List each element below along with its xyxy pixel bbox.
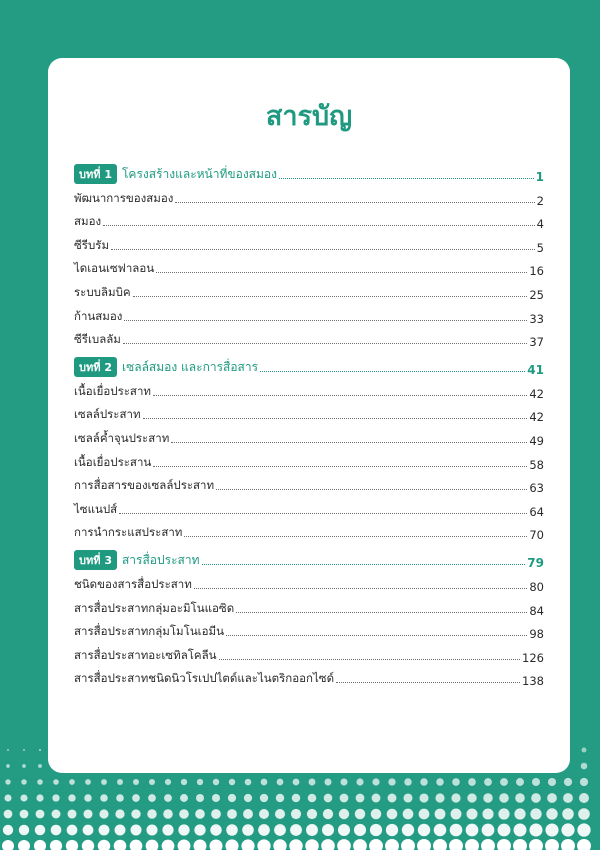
decorative-dot xyxy=(324,794,333,803)
decorative-dot xyxy=(194,840,207,850)
chapter-heading-row[interactable] xyxy=(74,544,544,570)
decorative-dot xyxy=(419,793,428,802)
decorative-dot xyxy=(289,839,302,850)
toc-entry-page: 33 xyxy=(529,311,544,326)
decorative-dot xyxy=(4,810,13,819)
toc-entry-label: ชนิดของสารสื่อประสาท xyxy=(74,576,192,591)
decorative-dot xyxy=(435,793,444,802)
decorative-dot xyxy=(579,793,589,803)
toc-entry[interactable] xyxy=(74,519,544,543)
toc-entry-label: ไดเอนเซฟาลอน xyxy=(74,261,155,276)
decorative-dot xyxy=(353,839,367,850)
decorative-dot xyxy=(546,808,557,819)
decorative-dot xyxy=(98,840,111,850)
toc-entry-label: พัฒนาการของสมอง xyxy=(74,190,174,205)
decorative-dot xyxy=(290,824,302,836)
chapter-title: เซลล์สมอง และการสื่อสาร xyxy=(121,359,259,374)
dot-leader xyxy=(123,343,527,344)
decorative-dot xyxy=(82,840,94,850)
decorative-dot xyxy=(417,839,431,850)
decorative-dot xyxy=(369,839,383,850)
decorative-dot xyxy=(261,779,268,786)
toc-entry-page: 126 xyxy=(522,650,544,665)
decorative-dot xyxy=(402,824,414,836)
decorative-dot xyxy=(51,825,62,836)
decorative-dot xyxy=(52,810,61,819)
decorative-dot xyxy=(548,778,556,786)
chapter-badge: บทที่ 3 xyxy=(74,550,117,570)
toc-entry-page: 138 xyxy=(522,674,544,689)
decorative-dot xyxy=(18,840,30,850)
dot-leader xyxy=(219,659,521,660)
toc-entry[interactable] xyxy=(74,255,544,279)
decorative-dot xyxy=(68,794,75,801)
decorative-dot xyxy=(36,794,43,801)
chapter-page-number: 1 xyxy=(535,170,544,184)
decorative-dot xyxy=(325,779,332,786)
decorative-dot xyxy=(436,778,444,786)
decorative-dot xyxy=(435,809,446,820)
dot-leader xyxy=(171,442,527,443)
decorative-dot xyxy=(338,824,350,836)
decorative-dot xyxy=(339,809,349,819)
toc-entry[interactable] xyxy=(74,570,544,594)
toc-entry-label: การสื่อสารของเซลล์ประสาท xyxy=(74,478,215,493)
decorative-dot xyxy=(401,839,415,850)
decorative-dot xyxy=(99,825,110,836)
decorative-dot xyxy=(23,749,25,751)
chapter-heading xyxy=(74,550,200,570)
decorative-dot xyxy=(370,824,382,836)
decorative-dot xyxy=(372,778,379,785)
decorative-dot xyxy=(340,778,347,785)
dot-leader xyxy=(124,320,527,321)
toc-entry[interactable] xyxy=(74,401,544,425)
decorative-dot xyxy=(356,778,363,785)
dot-leader xyxy=(336,682,520,683)
decorative-dot xyxy=(452,778,460,786)
decorative-dot xyxy=(66,840,78,850)
dot-leader xyxy=(216,489,527,490)
toc-entry-label: สารสื่อประสาทอะเซทิลโคลีน xyxy=(74,647,217,662)
dot-leader xyxy=(226,635,527,636)
decorative-dot xyxy=(146,840,159,850)
toc-entry-label: การนำกระแสประสาท xyxy=(74,525,183,540)
toc-entry-page: 49 xyxy=(529,433,544,448)
decorative-dot xyxy=(293,779,300,786)
decorative-dot xyxy=(563,793,573,803)
decorative-dot xyxy=(34,840,46,850)
chapter-heading-row[interactable] xyxy=(74,158,544,184)
decorative-dot xyxy=(337,839,351,850)
decorative-dot xyxy=(53,779,59,785)
decorative-dot xyxy=(434,824,447,837)
toc-entry-page: 42 xyxy=(529,410,544,425)
decorative-dot xyxy=(228,794,236,802)
decorative-dot xyxy=(243,809,253,819)
decorative-dot xyxy=(308,794,317,803)
decorative-dot xyxy=(580,778,588,786)
dot-leader xyxy=(260,371,525,372)
dot-leader xyxy=(111,249,535,250)
dot-leader xyxy=(202,564,526,565)
decorative-dot xyxy=(84,794,91,801)
decorative-dot xyxy=(50,840,62,850)
decorative-dot xyxy=(117,779,123,785)
chapter-title: สารสื่อประสาท xyxy=(121,552,200,567)
decorative-dot xyxy=(149,779,155,785)
decorative-dot xyxy=(277,779,284,786)
decorative-dot xyxy=(578,808,590,820)
toc-entry[interactable] xyxy=(74,278,544,302)
decorative-dot xyxy=(323,809,333,819)
decorative-dot xyxy=(83,825,94,836)
decorative-dot xyxy=(450,824,463,837)
decorative-dot xyxy=(467,793,476,802)
decorative-dot xyxy=(468,778,476,786)
decorative-dot xyxy=(147,809,156,818)
dot-leader xyxy=(153,395,527,396)
decorative-dot xyxy=(404,778,411,785)
decorative-dot xyxy=(213,779,219,785)
decorative-dot xyxy=(307,809,317,819)
decorative-dot xyxy=(532,778,540,786)
decorative-dot xyxy=(483,793,492,802)
decorative-dot xyxy=(403,793,412,802)
toc-entry-label: เนื้อเยื่อประสาน xyxy=(74,454,152,469)
decorative-dot xyxy=(322,824,334,836)
toc-entry-label: เซลล์ประสาท xyxy=(74,407,141,422)
decorative-dot xyxy=(465,839,479,850)
decorative-dot xyxy=(466,808,477,819)
decorative-dot xyxy=(273,839,286,850)
decorative-dot xyxy=(52,794,59,801)
toc-entry-page: 5 xyxy=(536,240,544,255)
table-of-contents xyxy=(74,158,544,690)
decorative-dot xyxy=(515,793,525,803)
toc-entry-page: 2 xyxy=(536,193,544,208)
toc-entry[interactable] xyxy=(74,448,544,472)
decorative-dot xyxy=(115,825,126,836)
decorative-dot xyxy=(100,794,108,802)
decorative-dot xyxy=(212,794,220,802)
decorative-dot xyxy=(482,808,493,819)
decorative-dot xyxy=(180,794,188,802)
decorative-dot xyxy=(130,840,143,850)
decorative-dot xyxy=(274,824,286,836)
toc-card xyxy=(48,58,570,773)
decorative-dot xyxy=(433,839,447,850)
decorative-dot xyxy=(162,824,173,835)
decorative-dot xyxy=(451,809,462,820)
toc-entry[interactable] xyxy=(74,594,544,618)
decorative-dot xyxy=(513,839,527,850)
decorative-dot xyxy=(226,824,238,836)
decorative-dot xyxy=(582,748,587,753)
decorative-dot xyxy=(245,779,252,786)
decorative-dot xyxy=(292,794,300,802)
decorative-dot xyxy=(514,824,527,837)
decorative-dot xyxy=(577,839,591,850)
toc-entry[interactable] xyxy=(74,495,544,519)
decorative-dot xyxy=(529,839,543,850)
decorative-dot xyxy=(449,839,463,850)
chapter-badge: บทที่ 1 xyxy=(74,164,117,184)
decorative-dot xyxy=(577,823,590,836)
decorative-dot xyxy=(242,824,254,836)
dot-leader xyxy=(143,418,528,419)
decorative-dot xyxy=(419,809,430,820)
decorative-dot xyxy=(388,794,397,803)
decorative-dot xyxy=(275,809,285,819)
decorative-dot xyxy=(5,779,10,784)
decorative-dot xyxy=(165,779,171,785)
decorative-dot xyxy=(481,839,495,850)
decorative-dot xyxy=(85,779,91,785)
decorative-dot xyxy=(69,779,75,785)
toc-entry[interactable] xyxy=(74,618,544,642)
decorative-dot xyxy=(131,809,140,818)
decorative-dot xyxy=(388,778,395,785)
toc-entry[interactable] xyxy=(74,665,544,689)
toc-entry-label: ซีรีบรัม xyxy=(74,237,110,252)
decorative-dot xyxy=(114,840,127,850)
decorative-dot xyxy=(403,809,414,820)
toc-entry-label: สารสื่อประสาทกลุ่มโมโนเอมีน xyxy=(74,624,224,639)
toc-entry[interactable] xyxy=(74,641,544,665)
decorative-dot xyxy=(545,823,558,836)
chapter-heading-row[interactable] xyxy=(74,351,544,377)
decorative-dot xyxy=(451,793,460,802)
decorative-dot xyxy=(498,808,509,819)
decorative-dot xyxy=(146,824,157,835)
toc-entry-page: 63 xyxy=(529,481,544,496)
decorative-dot xyxy=(132,794,140,802)
decorative-dot xyxy=(194,824,205,835)
decorative-dot xyxy=(340,794,349,803)
decorative-dot xyxy=(178,824,189,835)
page-title: สารบัญ xyxy=(265,101,353,132)
decorative-dot xyxy=(321,839,335,850)
dot-leader xyxy=(156,272,527,273)
toc-entry-page: 16 xyxy=(529,264,544,279)
decorative-dot xyxy=(386,824,398,836)
decorative-dot xyxy=(229,779,236,786)
decorative-dot xyxy=(305,839,319,850)
toc-entry-label: เซลล์ค้ำจุนประสาท xyxy=(74,430,170,445)
decorative-dot xyxy=(484,778,492,786)
decorative-dot xyxy=(195,809,205,819)
toc-entry-label: สารสื่อประสาทกลุ่มอะมิโนแอซิด xyxy=(74,600,235,615)
toc-entry-page: 70 xyxy=(529,528,544,543)
decorative-dot xyxy=(547,793,557,803)
toc-entry-label: ไซแนปส์ xyxy=(74,501,118,516)
dot-leader xyxy=(133,296,528,297)
decorative-dot xyxy=(37,779,43,785)
toc-entry-page: 37 xyxy=(529,335,544,350)
decorative-dot xyxy=(354,824,366,836)
dot-leader xyxy=(119,513,527,514)
decorative-dot xyxy=(241,839,254,850)
decorative-dot xyxy=(356,794,365,803)
decorative-dot xyxy=(227,809,237,819)
decorative-dot xyxy=(276,794,284,802)
toc-entry[interactable] xyxy=(74,377,544,401)
decorative-dot xyxy=(6,764,10,768)
dot-leader xyxy=(194,588,528,589)
dot-leader xyxy=(153,466,527,467)
toc-entry-label: ก้านสมอง xyxy=(74,308,123,323)
decorative-dot xyxy=(225,839,238,850)
decorative-dot xyxy=(498,824,511,837)
decorative-dot xyxy=(466,824,479,837)
decorative-dot xyxy=(260,794,268,802)
decorative-dot xyxy=(197,779,203,785)
decorative-dot xyxy=(20,794,27,801)
decorative-dot xyxy=(545,839,559,850)
decorative-dot xyxy=(257,839,270,850)
decorative-dot xyxy=(148,794,156,802)
chapter-section xyxy=(74,351,544,542)
toc-entry[interactable] xyxy=(74,231,544,255)
toc-entry[interactable] xyxy=(74,326,544,350)
decorative-dot xyxy=(561,839,575,850)
toc-entry[interactable] xyxy=(74,302,544,326)
decorative-dot xyxy=(19,825,29,835)
decorative-dot xyxy=(420,778,427,785)
decorative-dot xyxy=(101,779,107,785)
decorative-dot xyxy=(355,809,365,819)
decorative-dot xyxy=(482,824,495,837)
toc-entry-label: เนื้อเยื่อประสาท xyxy=(74,383,151,398)
decorative-dot xyxy=(561,823,574,836)
decorative-dot xyxy=(83,809,92,818)
decorative-dot xyxy=(4,794,11,801)
decorative-dot xyxy=(514,808,525,819)
decorative-dot xyxy=(210,824,221,835)
dot-leader xyxy=(184,536,527,537)
decorative-dot xyxy=(130,824,141,835)
decorative-dot xyxy=(164,794,172,802)
toc-entry-page: 80 xyxy=(529,579,544,594)
decorative-dot xyxy=(21,779,26,784)
decorative-dot xyxy=(163,809,173,819)
dot-leader xyxy=(279,178,534,179)
toc-entry[interactable] xyxy=(74,208,544,232)
decorative-dot xyxy=(116,794,124,802)
decorative-dot xyxy=(418,824,430,836)
chapter-title: โครงสร้างและหน้าที่ของสมอง xyxy=(121,166,277,181)
decorative-dot xyxy=(179,809,189,819)
decorative-dot xyxy=(291,809,301,819)
chapter-section xyxy=(74,544,544,688)
decorative-dot xyxy=(371,809,382,820)
decorative-dot xyxy=(99,809,108,818)
decorative-dot xyxy=(36,810,45,819)
decorative-dot xyxy=(7,749,9,751)
toc-entry-label: ซีรีเบลลัม xyxy=(74,332,121,347)
chapter-heading xyxy=(74,164,277,184)
decorative-dot xyxy=(3,825,13,835)
toc-entry-label: สารสื่อประสาทชนิดนิวโรเปปไตด์และไนตริกออกไซด์ xyxy=(74,671,335,686)
dot-leader xyxy=(103,225,535,226)
decorative-dot xyxy=(211,809,221,819)
toc-entry-page: 64 xyxy=(529,504,544,519)
decorative-dot xyxy=(387,809,398,820)
decorative-dot xyxy=(181,779,187,785)
decorative-dot xyxy=(67,809,76,818)
decorative-dot xyxy=(531,793,541,803)
decorative-dot xyxy=(309,779,316,786)
decorative-dot xyxy=(20,810,29,819)
decorative-dot xyxy=(530,808,541,819)
dot-leader xyxy=(236,612,527,613)
decorative-dot xyxy=(2,840,14,850)
decorative-dot xyxy=(258,824,270,836)
toc-entry-page: 42 xyxy=(529,386,544,401)
toc-entry-page: 98 xyxy=(529,627,544,642)
chapter-page-number: 79 xyxy=(527,556,544,571)
toc-entry[interactable] xyxy=(74,184,544,208)
dot-leader xyxy=(175,202,534,203)
decorative-dot xyxy=(39,749,41,751)
decorative-dot xyxy=(306,824,318,836)
chapter-section xyxy=(74,158,544,349)
toc-entry-page: 84 xyxy=(529,603,544,618)
decorative-dot xyxy=(35,825,46,836)
toc-entry-label: ระบบลิมบิค xyxy=(74,284,131,299)
decorative-dot xyxy=(67,825,78,836)
decorative-dot xyxy=(244,794,252,802)
decorative-dot xyxy=(516,778,524,786)
chapter-badge: บทที่ 2 xyxy=(74,357,117,377)
decorative-dot-pattern xyxy=(0,740,600,850)
decorative-dot xyxy=(497,839,511,850)
decorative-dot xyxy=(178,840,191,850)
decorative-dot xyxy=(259,809,269,819)
decorative-dot xyxy=(22,764,26,768)
decorative-dot xyxy=(581,763,588,770)
decorative-dot xyxy=(562,808,574,820)
chapter-page-number: 41 xyxy=(527,363,544,378)
decorative-dot xyxy=(162,840,175,850)
decorative-dot xyxy=(529,823,542,836)
decorative-dot xyxy=(196,794,204,802)
toc-entry[interactable] xyxy=(74,424,544,448)
decorative-dot xyxy=(209,839,222,850)
decorative-dot xyxy=(385,839,399,850)
toc-entry[interactable] xyxy=(74,472,544,496)
decorative-dot xyxy=(500,778,508,786)
decorative-dot xyxy=(115,809,124,818)
chapter-heading xyxy=(74,357,258,377)
toc-entry-label: สมอง xyxy=(74,214,102,229)
toc-entry-page: 25 xyxy=(529,287,544,302)
decorative-dot xyxy=(499,793,509,803)
decorative-dot xyxy=(564,778,572,786)
decorative-dot xyxy=(133,779,139,785)
toc-entry-page: 58 xyxy=(529,457,544,472)
decorative-dot xyxy=(38,764,42,768)
decorative-dot xyxy=(372,794,381,803)
toc-entry-page: 4 xyxy=(536,217,544,232)
